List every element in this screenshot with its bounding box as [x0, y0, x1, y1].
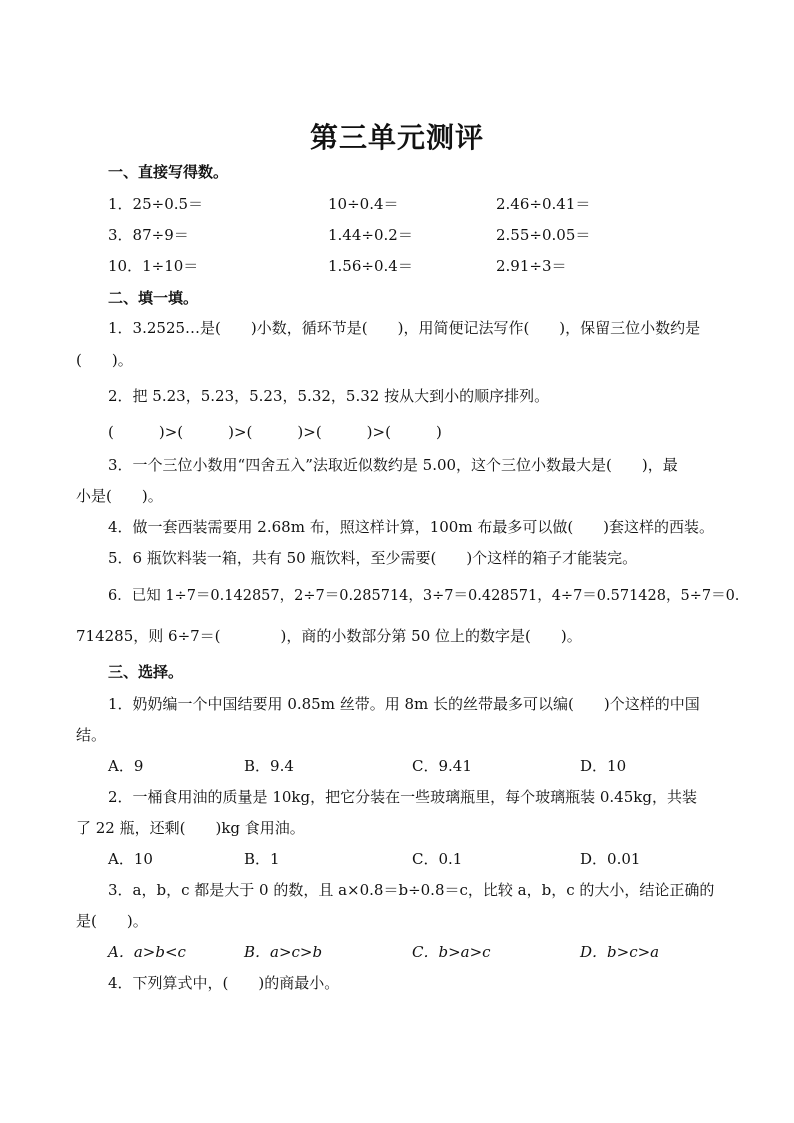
- calc-item: 2.46÷0.41＝: [496, 195, 591, 213]
- question-text: ( )。: [76, 351, 133, 369]
- page-title: 第三单元测评: [309, 121, 484, 154]
- question-text: 3．a，b，c 都是大于 0 的数，且 a×0.8＝b÷0.8＝c，比较 a，b，c 的大小，结论正确的: [108, 881, 715, 899]
- question-text: 1．3.2525…是( )小数，循环节是( )，用简便记法写作( )，保留三位小数约是: [108, 319, 701, 337]
- question-text: 结。: [76, 726, 107, 744]
- question-text: 2．一桶食用油的质量是 10kg，把它分装在一些玻璃瓶里，每个玻璃瓶装 0.45kg，共装: [108, 788, 697, 806]
- question-text: 3．一个三位小数用“四舍五入”法取近似数约是 5.00，这个三位小数最大是( )，最: [108, 456, 678, 474]
- calc-item: 1.56÷0.4＝: [328, 257, 413, 275]
- section-1-heading: 一、直接写得数。: [108, 163, 229, 181]
- question-text: 了 22 瓶，还剩( )kg 食用油。: [76, 819, 305, 837]
- option-a: A．9: [108, 757, 144, 775]
- option-d: D．0.01: [580, 850, 641, 868]
- calc-item: 10÷0.4＝: [328, 195, 399, 213]
- option-d: D．b>c>a: [580, 943, 660, 961]
- question-text: 1．奶奶编一个中国结要用 0.85m 丝带。用 8m 长的丝带最多可以编( )个这样的中国: [108, 695, 700, 713]
- option-c: C．0.1: [412, 850, 463, 868]
- calc-item: 2.55÷0.05＝: [496, 226, 591, 244]
- calc-item: 10．1÷10＝: [108, 257, 199, 275]
- option-a: A．10: [108, 850, 153, 868]
- option-b: B．a>c>b: [244, 943, 323, 961]
- question-text: 是( )。: [76, 912, 148, 930]
- option-b: B．1: [244, 850, 280, 868]
- question-text: 小是( )。: [76, 487, 163, 505]
- question-text: 4．下列算式中，( )的商最小。: [108, 974, 340, 992]
- option-c: C．9.41: [412, 757, 472, 775]
- calc-item: 1．25÷0.5＝: [108, 195, 204, 213]
- question-text: 4．做一套西装需要用 2.68m 布，照这样计算，100m 布最多可以做( )套这样的西装。: [108, 518, 715, 536]
- question-text: 2．把 5.23，5.23，5.23，5.32，5.32 按从大到小的顺序排列。: [108, 387, 550, 405]
- question-text: 5．6 瓶饮料装一箱，共有 50 瓶饮料，至少需要( )个这样的箱子才能装完。: [108, 549, 638, 567]
- calc-item: 2.91÷3＝: [496, 257, 567, 275]
- question-text: 714285，则 6÷7＝( )，商的小数部分第 50 位上的数字是( )。: [76, 627, 582, 645]
- section-2-heading: 二、填一填。: [108, 289, 199, 307]
- calc-item: 3．87÷9＝: [108, 226, 189, 244]
- calc-item: 1.44÷0.2＝: [328, 226, 413, 244]
- option-d: D．10: [580, 757, 627, 775]
- section-3-heading: 三、选择。: [108, 663, 184, 681]
- option-a: A．a>b<c: [108, 943, 186, 961]
- question-text: 6．已知 1÷7＝0.142857，2÷7＝0.285714，3÷7＝0.428571，4÷7＝0.571428，5÷7＝0.: [108, 588, 740, 604]
- answer-blanks: ( )>( )>( )>( )>( ): [108, 423, 442, 441]
- option-c: C．b>a>c: [412, 943, 491, 961]
- option-b: B．9.4: [244, 757, 294, 775]
